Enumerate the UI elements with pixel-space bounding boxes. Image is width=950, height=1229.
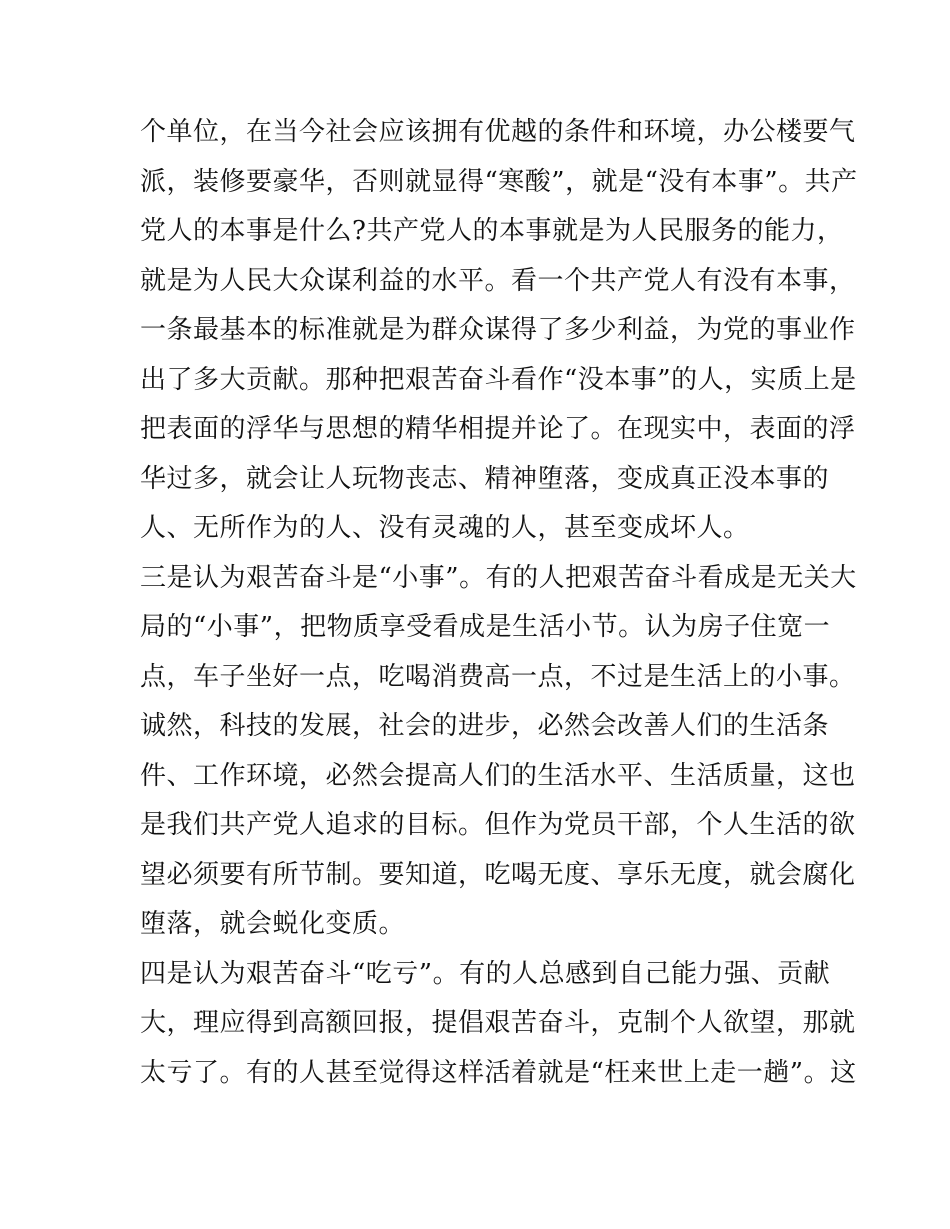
text-line: 三是认为艰苦奋斗是“小事”。有的人把艰苦奋斗看成是无关大 (140, 562, 857, 593)
text-line: 四是认为艰苦奋斗“吃亏”。有的人总感到自己能力强、贡献 (140, 958, 831, 989)
text-line: 大，理应得到高额回报，提倡艰苦奋斗，克制个人欲望，那就 (140, 1008, 856, 1038)
text-line: 诚然，科技的发展，社会的进步，必然会改善人们的生活条 (140, 711, 830, 741)
text-line: 点，车子坐好一点，吃喝消费高一点，不过是生活上的小事。 (140, 661, 856, 692)
text-line: 华过多，就会让人玩物丧志、精神堕落，变成真正没本事的 (140, 463, 830, 494)
text-line: 是我们共产党人追求的目标。但作为党员干部，个人生活的欲 (140, 810, 856, 840)
text-line: 党人的本事是什么?共产党人的本事就是为人民服务的能力， (140, 216, 844, 246)
text-line: 把表面的浮华与思想的精华相提并论了。在现实中，表面的浮 (140, 414, 856, 444)
text-line: 堕落，就会蜕化变质。 (140, 909, 406, 939)
text-line: 个单位，在当今社会应该拥有优越的条件和环境，办公楼要气 (140, 117, 856, 147)
text-line: 出了多大贡献。那种把艰苦奋斗看作“没本事”的人，实质上是 (140, 364, 857, 395)
text-line: 太亏了。有的人甚至觉得这样活着就是“枉来世上走一趟”。这 (140, 1057, 857, 1088)
text-line: 人、无所作为的人、没有灵魂的人，甚至变成坏人。 (140, 513, 750, 543)
text-line: 派，装修要豪华，否则就显得“寒酸”，就是“没有本事”。共产 (140, 166, 858, 197)
text-line: 件、工作环境，必然会提高人们的生活水平、生活质量，这也 (140, 760, 856, 791)
text-line: 一条最基本的标准就是为群众谋得了多少利益，为党的事业作 (140, 315, 856, 345)
text-line: 局的“小事”，把物质享受看成是生活小节。认为房子住宽一 (140, 612, 831, 642)
text-line: 就是为人民大众谋利益的水平。看一个共产党人有没有本事， (140, 265, 856, 296)
text-line: 望必须要有所节制。要知道，吃喝无度、享乐无度，就会腐化 (140, 859, 856, 890)
body-text (140, 108, 858, 1098)
